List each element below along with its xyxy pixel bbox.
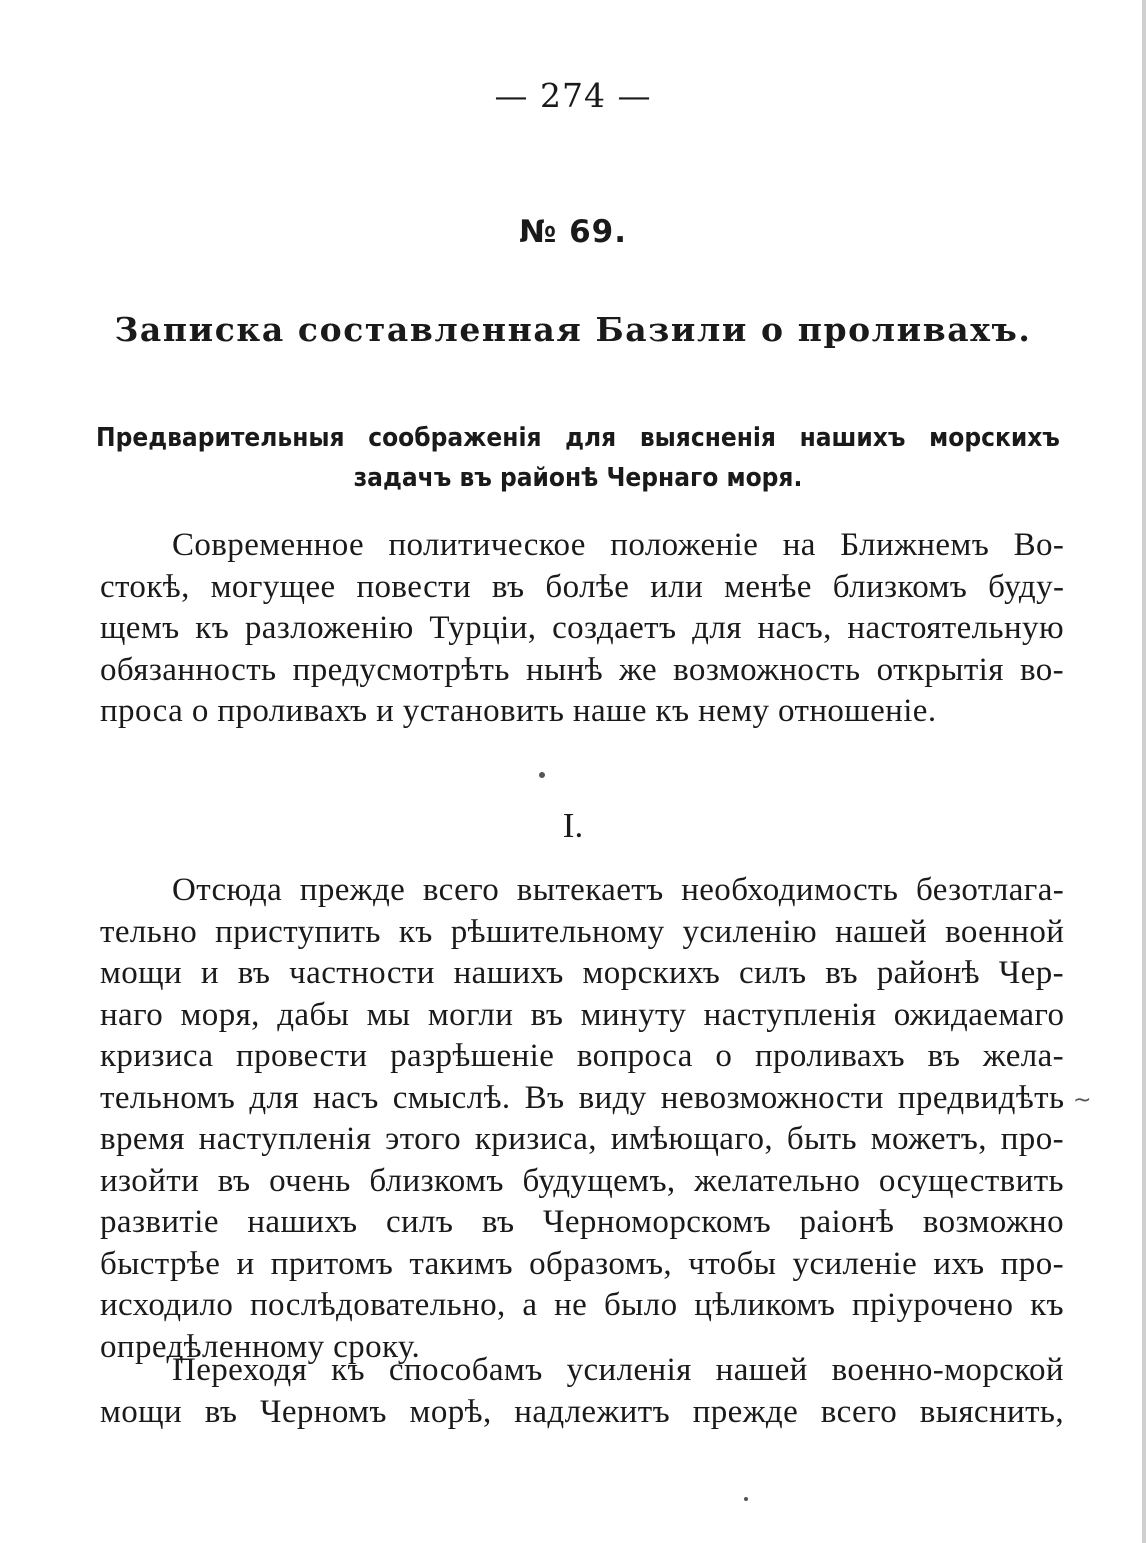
paragraph-line: обязанность предусмотрѣть нынѣ же возможность открытія во- — [100, 651, 1064, 688]
paragraph-line: проса о проливахъ и установить наше къ нему отношеніе. — [100, 693, 937, 729]
paragraph-line: исходило послѣдовательно, а не было цѣликомъ пріурочено къ — [100, 1287, 1064, 1323]
paragraph-line: тельно приступить къ рѣшительному усиленію нашей военной — [100, 913, 1065, 950]
paragraph-line: тельномъ для насъ смыслѣ. Въ виду невозможности предвидѣть — [100, 1079, 1065, 1116]
paragraph-continuation — [100, 1350, 1064, 1433]
paragraph-line: опредѣленному сроку. — [100, 1328, 421, 1365]
paragraph-line: время наступленія этого кризиса, имѣющаго, быть можетъ, про- — [100, 1121, 1064, 1157]
subtitle-line-1: Предварительныя соображенія для выясненія нашихъ морскихъ — [96, 423, 1060, 453]
paragraph-line: щемъ къ разложенію Турціи, создаетъ для насъ, настоятельную — [100, 610, 1064, 646]
margin-mark: ~ — [1073, 1088, 1092, 1113]
document-subtitle — [96, 418, 1060, 498]
page-number: — 274 — — [494, 76, 652, 115]
paragraph-line: Современное политическое положеніе на Ближнемъ Во- — [172, 527, 1065, 563]
subtitle-line-2: задачъ въ районѣ Чернаго моря. — [353, 463, 803, 493]
paragraph-line: развитіе нашихъ силъ въ Черноморскомъ раіонѣ возможно — [100, 1204, 1064, 1240]
print-speck — [539, 772, 545, 778]
paragraph-line: кризиса провести разрѣшеніе вопроса о проливахъ въ жела- — [100, 1038, 1065, 1074]
paragraph-line: быстрѣе и притомъ такимъ образомъ, чтобы усиленіе ихъ про- — [100, 1245, 1064, 1282]
document-number: № 69. — [518, 214, 627, 250]
paragraph-line: стокѣ, могущее повести въ болѣе или менѣе близкомъ буду- — [100, 568, 1065, 605]
section-numeral: I. — [562, 806, 584, 845]
paragraph-line: изойти въ очень близкомъ будущемъ, желательно осуществить — [100, 1162, 1064, 1199]
paragraph-line: Переходя къ способамъ усиленія нашей военно-морской — [172, 1352, 1064, 1388]
paragraph-line: Отсюда прежде всего вытекаетъ необходимость безотлага- — [172, 872, 1065, 908]
paragraph-intro — [100, 525, 1064, 733]
paragraph-line: наго моря, дабы мы могли въ минуту наступленія ожидаемаго — [100, 996, 1065, 1033]
paragraph-line: мощи въ Черномъ морѣ, надлежитъ прежде всего выяснить, — [100, 1393, 1064, 1430]
paragraph-line: мощи и въ частности нашихъ морскихъ силъ въ районѣ Чер- — [100, 955, 1064, 991]
paragraph-section-one — [100, 870, 1064, 1368]
document-title: Записка составленная Базили о проливахъ. — [114, 310, 1032, 349]
print-speck — [744, 1497, 748, 1501]
